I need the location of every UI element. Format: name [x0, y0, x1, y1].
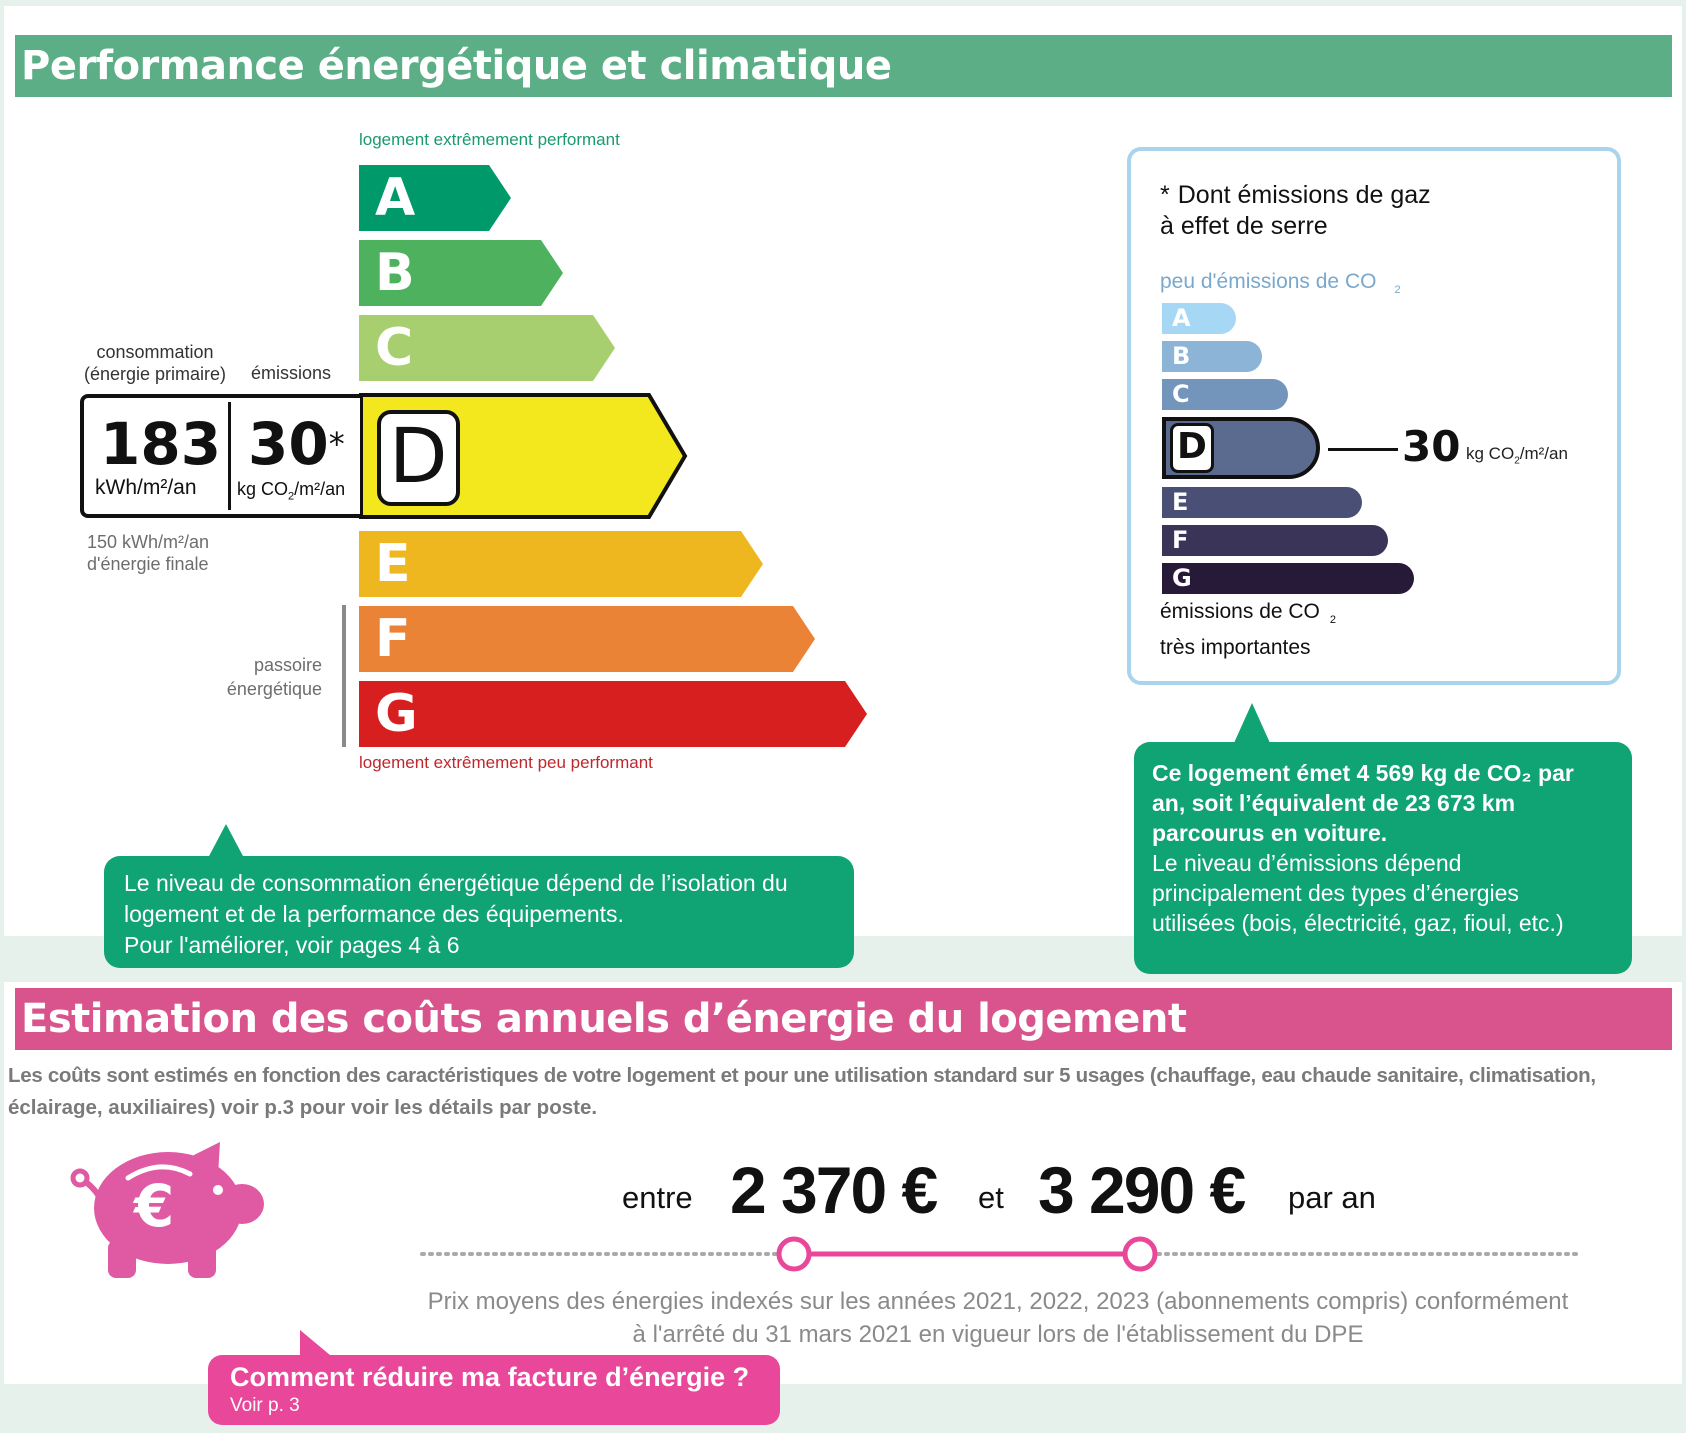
- ges-bottom-line1: émissions de CO: [1160, 600, 1320, 623]
- costs-intro-line1: Les coûts sont estimés en fonction des caractéristiques de votre logement et pour une utilisation standard sur 5 usages (chauffage, eau chaude sanitaire, climatisation,: [8, 1064, 1596, 1087]
- ges-star: *: [1160, 181, 1170, 209]
- cost-high-marker: [1125, 1239, 1155, 1269]
- emissions-unit-sub: 2: [288, 490, 295, 503]
- energy-class-letter: F: [375, 609, 411, 669]
- energy-current-class-letter: D: [377, 410, 460, 506]
- cost-range-bar: [410, 1234, 1610, 1274]
- ges-unit-pre: kg CO: [1466, 444, 1515, 463]
- ges-top-label: [1160, 270, 1401, 296]
- cost-high: 3 290 €: [1038, 1153, 1245, 1227]
- ges-callout-bold1: Ce logement émet 4 569 kg de CO₂ par: [1152, 760, 1574, 786]
- cost-note-line2: à l'arrêté du 31 mars 2021 en vigueur lors de l'établissement du DPE: [632, 1321, 1364, 1348]
- cost-entre: entre: [622, 1180, 693, 1215]
- ges-class-b: [1162, 341, 1266, 372]
- energy-class-f: [359, 606, 819, 672]
- passoire-line2: énergétique: [226, 679, 322, 699]
- ges-class-d: [1162, 417, 1324, 479]
- energy-class-letter: A: [375, 168, 416, 228]
- energy-callout-line1: Le niveau de consommation énergétique dépend de l’isolation du: [124, 870, 788, 896]
- energy-callout-pointer: [206, 824, 246, 858]
- ges-class-a: [1162, 303, 1240, 334]
- final-energy-line2: d'énergie finale: [87, 554, 209, 574]
- ges-heading-line2: à effet de serre: [1160, 212, 1328, 240]
- ges-class-letter: A: [1172, 304, 1191, 332]
- ges-top-sub: 2: [1394, 284, 1401, 297]
- piggy-euro-symbol: €: [134, 1172, 175, 1240]
- energy-class-b: [359, 240, 567, 306]
- ges-unit-post: /m²/an: [1519, 444, 1568, 463]
- costs-callout-title[interactable]: Comment réduire ma facture d’énergie ?: [230, 1362, 750, 1392]
- ges-class-c: [1162, 379, 1292, 410]
- energy-bottom-label: logement extrêmement peu performant: [359, 753, 653, 772]
- cost-par-an: par an: [1288, 1180, 1376, 1215]
- ges-bottom-sub: 2: [1329, 614, 1337, 627]
- ges-class-letter: C: [1172, 380, 1190, 408]
- ges-top-label-text: peu d'émissions de CO: [1160, 270, 1377, 293]
- emissions-label: émissions: [251, 363, 332, 383]
- passoire-bar: [342, 605, 346, 747]
- ges-class-f: [1162, 525, 1392, 556]
- emissions-unit-post: /m²/an: [294, 479, 346, 499]
- value-divider: [228, 402, 231, 510]
- final-energy-line1: 150 kWh/m²/an: [87, 532, 210, 552]
- ges-callout: [1134, 742, 1632, 974]
- ges-class-e: [1162, 487, 1366, 518]
- cost-note: [330, 1285, 1666, 1351]
- energy-class-letter: C: [375, 318, 414, 378]
- ges-callout-line2: principalement des types d’énergies: [1152, 880, 1519, 906]
- ges-callout-bold2: an, soit l’équivalent de 23 673 km: [1152, 790, 1516, 816]
- ges-value: 30: [1402, 422, 1461, 471]
- costs-intro: [8, 1060, 1678, 1124]
- ges-class-letter: E: [1172, 488, 1189, 516]
- cost-et: et: [978, 1180, 1004, 1215]
- energy-class-e: [359, 531, 767, 597]
- emissions-value: [248, 412, 345, 476]
- energy-top-label: logement extrêmement performant: [359, 130, 620, 149]
- final-energy-label: [87, 531, 209, 575]
- emissions-unit-pre: kg CO: [237, 479, 289, 499]
- energy-callout-line2: logement et de la performance des équipements.: [124, 901, 624, 927]
- passoire-label: [200, 653, 322, 701]
- ges-value-line: [1328, 448, 1398, 451]
- passoire-line1: passoire: [253, 655, 322, 675]
- energy-class-d: [359, 393, 689, 519]
- energy-class-a: [359, 165, 515, 231]
- costs-callout-sub[interactable]: Voir p. 3: [230, 1395, 300, 1416]
- ges-callout-line3: utilisées (bois, électricité, gaz, fioul, etc.): [1152, 910, 1564, 936]
- ges-heading: [1160, 180, 1431, 242]
- emissions-unit: [237, 479, 345, 503]
- consumption-unit: kWh/m²/an: [95, 476, 197, 499]
- cost-low-marker: [779, 1239, 809, 1269]
- ges-callout-line1: Le niveau d’émissions dépend: [1152, 850, 1462, 876]
- consumption-value: 183: [100, 410, 222, 478]
- ges-bottom-label: [1160, 598, 1336, 661]
- ges-class-letter: F: [1172, 526, 1189, 554]
- energy-callout-line3: Pour l'améliorer, voir pages 4 à 6: [124, 932, 460, 958]
- energy-callout: [104, 856, 854, 968]
- costs-callout[interactable]: [208, 1355, 780, 1425]
- energy-class-letter: [377, 393, 460, 519]
- ges-heading-line1: Dont émissions de gaz: [1177, 181, 1431, 209]
- ges-class-letter: B: [1172, 342, 1191, 370]
- costs-section-title: Estimation des coûts annuels d’énergie du logement: [15, 988, 1672, 1050]
- ges-class-g: [1162, 563, 1418, 594]
- energy-class-g: [359, 681, 871, 747]
- emissions-value-number: 30: [248, 410, 329, 478]
- energy-class-letter: E: [375, 534, 411, 594]
- cost-low: 2 370 €: [730, 1153, 937, 1227]
- ges-callout-bold3: parcourus en voiture.: [1152, 820, 1388, 846]
- energy-class-letter: B: [375, 243, 415, 303]
- ges-class-letter: [1170, 417, 1214, 479]
- energy-class-letter: G: [375, 684, 418, 744]
- costs-intro-line2: éclairage, auxiliaires) voir p.3 pour voir les détails par poste.: [8, 1096, 598, 1119]
- cost-note-line1: Prix moyens des énergies indexés sur les années 2021, 2022, 2023 (abonnements compris) conformément: [427, 1288, 1569, 1315]
- consumption-label: [80, 341, 230, 385]
- ges-unit: [1466, 444, 1568, 466]
- ges-bottom-line2: très importantes: [1160, 636, 1311, 660]
- energy-section-title: Performance énergétique et climatique: [15, 35, 1672, 97]
- consumption-label-line2: (énergie primaire): [83, 364, 227, 384]
- consumption-label-line1: consommation: [96, 342, 214, 362]
- ges-class-letter: G: [1172, 564, 1192, 592]
- energy-class-c: [359, 315, 619, 381]
- emissions-star: *: [328, 425, 345, 463]
- ges-callout-pointer: [1232, 703, 1272, 743]
- ges-unit-sub: 2: [1514, 455, 1520, 467]
- ges-current-class-letter: D: [1170, 423, 1214, 473]
